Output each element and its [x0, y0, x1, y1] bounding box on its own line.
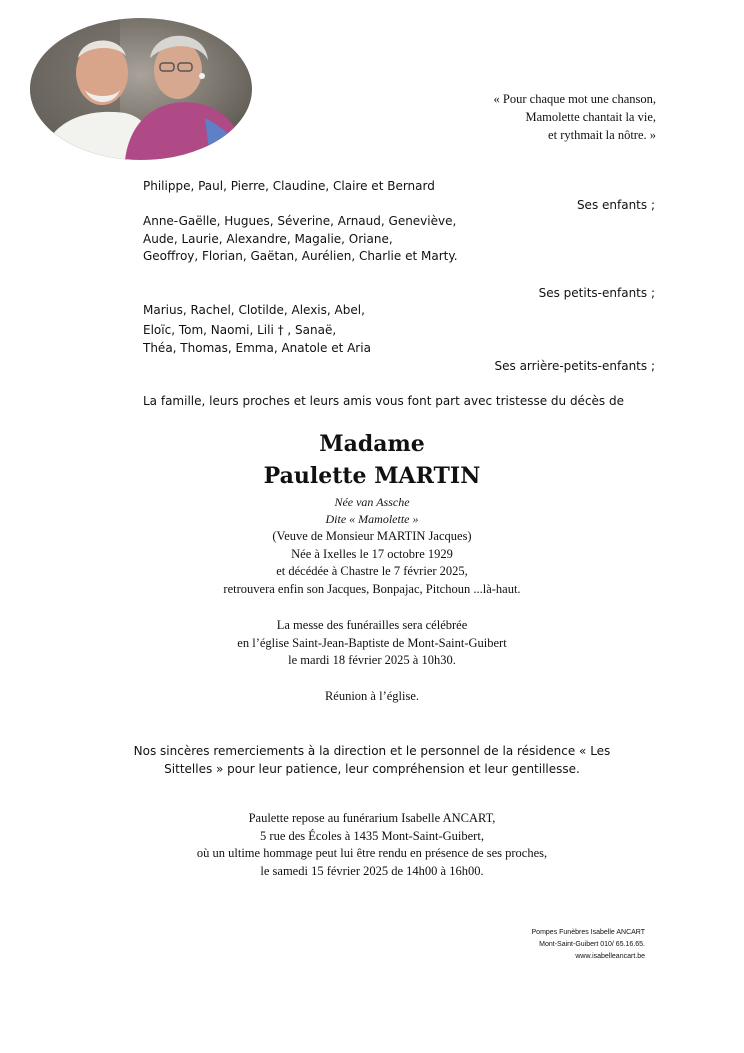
- visitation-line: où un ultime hommage peut lui être rendu en présence de ses proches,: [196, 846, 548, 860]
- great-grandchildren-line: Théa, Thomas, Emma, Anatole et Aria: [143, 340, 371, 355]
- reunion-note: Réunion à l’église.: [324, 689, 420, 703]
- grandchildren-line: Geoffroy, Florian, Gaëtan, Aurélien, Charlie et Marty.: [143, 249, 458, 263]
- thanks-line: Sittelles » pour leur patience, leur compréhension et leur gentillesse.: [164, 762, 580, 776]
- grandchildren-names: [143, 213, 655, 266]
- deceased-detail: (Veuve de Monsieur MARTIN Jacques): [272, 529, 472, 543]
- deceased-name: Paulette MARTIN: [263, 463, 481, 489]
- visitation-line: le samedi 15 février 2025 de 14h00 à 16h00.: [260, 863, 484, 878]
- footer-website-link[interactable]: www.isabelleancart.be: [575, 953, 645, 960]
- thanks-line: Nos sincères remerciements à la direction et le personnel de la résidence « Les: [133, 744, 611, 758]
- great-grandchildren-names: [143, 302, 655, 357]
- funeral-home-footer: [532, 927, 645, 963]
- quote-line: Mamolette chantait la vie,: [525, 110, 656, 124]
- deceased-detail: Née à Ixelles le 17 octobre 1929: [291, 546, 453, 561]
- great-grandchildren-line: Marius, Rachel, Clotilde, Alexis, Abel,: [143, 303, 365, 317]
- visitation-block: [0, 810, 744, 880]
- deceased-detail: retrouvera enfin son Jacques, Bonpajac, Pitchoun ...là-haut.: [223, 581, 521, 596]
- portrait-photo: [30, 18, 252, 160]
- quote-line: et rythmait la nôtre. »: [548, 128, 656, 142]
- birth-name: Née van Assche: [334, 495, 410, 509]
- deceased-block: [0, 428, 744, 598]
- thanks-block: [0, 742, 744, 778]
- deceased-detail: et décédée à Chastre le 7 février 2025,: [276, 564, 468, 578]
- footer-line: Mont-Saint-Guibert 010/ 65.16.65.: [539, 941, 645, 948]
- funeral-line: le mardi 18 février 2025 à 10h30.: [288, 653, 456, 667]
- children-label: Ses enfants ;: [576, 198, 655, 212]
- funeral-block: [0, 617, 744, 670]
- grandchildren-label: Ses petits-enfants ;: [538, 286, 655, 300]
- great-grandchildren-label: Ses arrière-petits-enfants ;: [494, 359, 655, 373]
- great-grandchildren-line: Eloïc, Tom, Naomi, Lili † , Sanaë,: [143, 322, 337, 337]
- grandchildren-line: Anne-Gaëlle, Hugues, Séverine, Arnaud, Geneviève,: [143, 214, 457, 228]
- funeral-line: en l’église Saint-Jean-Baptiste de Mont-Saint-Guibert: [237, 635, 507, 650]
- visitation-line: 5 rue des Écoles à 1435 Mont-Saint-Guibert,: [260, 828, 484, 843]
- portrait-photo-icon: [30, 18, 252, 160]
- quote-line: « Pour chaque mot une chanson,: [493, 92, 656, 106]
- children-names: Philippe, Paul, Pierre, Claudine, Claire et Bernard: [143, 179, 435, 193]
- visitation-line: Paulette repose au funérarium Isabelle ANCART,: [248, 811, 496, 825]
- grandchildren-line: Aude, Laurie, Alexandre, Magalie, Oriane,: [143, 231, 393, 246]
- epigraph-quote: [494, 90, 656, 144]
- nickname: Dite « Mamolette »: [325, 512, 419, 526]
- announcement-text: La famille, leurs proches et leurs amis vous font part avec tristesse du décès de: [143, 394, 624, 408]
- footer-line: Pompes Funèbres Isabelle ANCART: [531, 929, 645, 936]
- funeral-line: La messe des funérailles sera célébrée: [276, 618, 468, 632]
- deceased-title: Madame: [319, 431, 425, 457]
